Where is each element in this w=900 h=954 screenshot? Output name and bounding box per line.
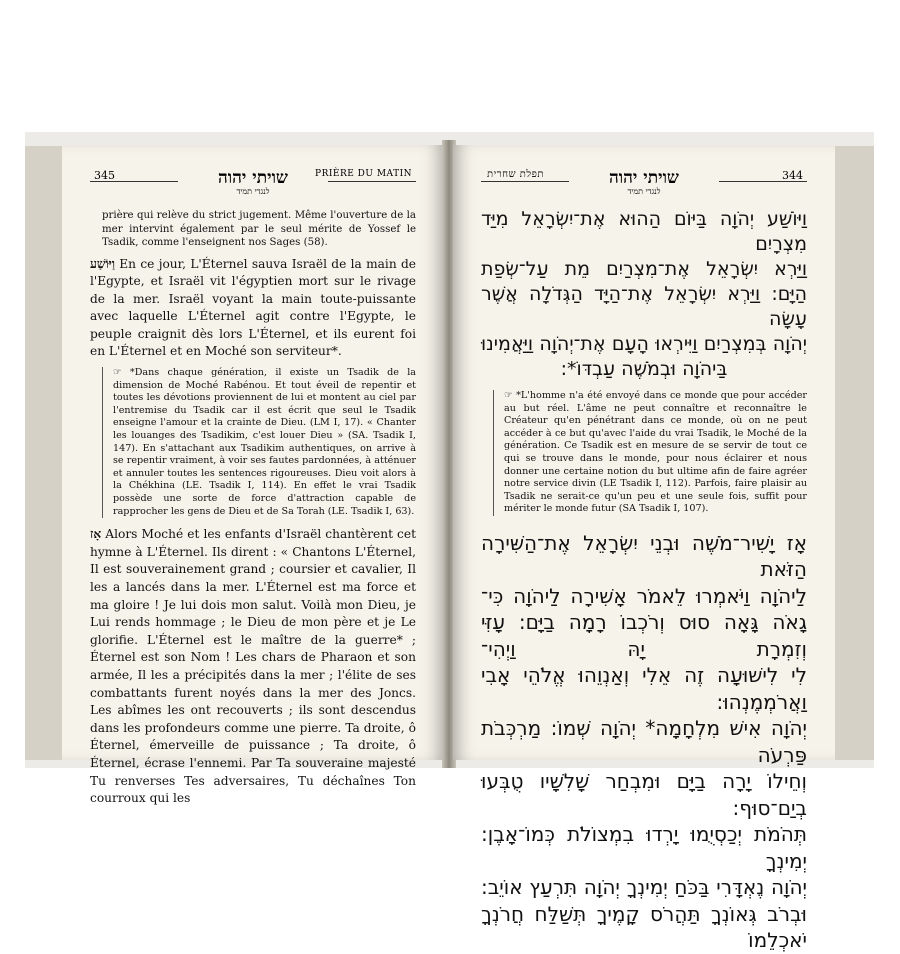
page-number: 345 xyxy=(94,169,115,182)
header-brand-sub: לנגדי תמיד xyxy=(627,187,661,196)
paragraph-1-lead: וַיּוֹשַׁע xyxy=(90,256,115,271)
header-brand: שויתי יהוה xyxy=(218,168,288,188)
paragraph-2-lead: אָז xyxy=(90,527,102,542)
running-title: PRIÈRE DU MATIN xyxy=(315,169,412,179)
hebrew-line: וַיַּרְא יִשְׂרָאֵל אֶת־מִצְרַיִם מֵת עַל־שְׂפַת xyxy=(481,258,807,280)
left-page-header xyxy=(90,163,416,196)
paragraph-1-text: En ce jour, L'Éternel sauva Israël de la main de l'Egypte, et Israël vit l'égyptien mort sur le rivage de la mer. Israël voyant la main toute-puissante avec laquelle L'Éternel agit contre l'Egypte, le peuple craignit dès lors L'Éternel, et ils eurent foi en L'Éternel et en Moché son serviteur*. xyxy=(90,256,416,359)
hebrew-line: יְהֹוָה נֶאְדָּרִי בַּכֹּחַ יְמִינְךָ יְהֹוָה תִּרְעַץ אוֹיֵב: xyxy=(481,875,807,900)
hebrew-line: יְהֹוָה אִישׁ מִלְחָמָה* יְהֹוָה שְׁמוֹ: מַרְכְּבֹת פַּרְעֹה xyxy=(481,716,807,767)
hebrew-line: הַיָּם: וַיַּרְא יִשְׂרָאֵל אֶת־הַיָּד הַגְּדֹלָה אֲשֶׁר עָשָׂה xyxy=(481,283,807,330)
hebrew-line: וּבְרֹב גְּאוֹנְךָ תַּהֲרֹס קָמֶיךָ תְּשַׁלַּח חֲרֹנְךָ יֹאכְלֵמוֹ xyxy=(481,901,807,953)
hebrew-block-1 xyxy=(481,207,807,382)
left-page-text xyxy=(90,209,416,808)
hebrew-line: לַיהֹוָה וַיֹּאמְרוּ לֵאמֹר אָשִׁירָה לַיהֹוָה כִּי־ xyxy=(481,583,807,608)
hebrew-line: וַיּוֹשַׁע יְהֹוָה בַּיּוֹם הַהוּא אֶת־יִשְׂרָאֵל מִיַּד מִצְרָיִם xyxy=(481,208,807,255)
hebrew-line: אָז יָשִׁיר־מֹשֶׁה וּבְנֵי יִשְׂרָאֵל אֶת־הַשִּׁירָה הַזֹּאת xyxy=(481,530,807,582)
page-edge-right xyxy=(832,140,874,768)
hebrew-block-2 xyxy=(481,530,807,954)
paragraph-2 xyxy=(90,526,416,808)
hebrew-line: תְּהֹמֹת יְכַסְיֻמוּ יָרְדוּ בִמְצוֹלֹת כְּמוֹ־אָבֶן: יְמִינְךָ xyxy=(481,822,807,873)
header-ornament xyxy=(178,169,328,199)
paragraph-1 xyxy=(90,256,416,362)
right-page-text xyxy=(481,207,807,954)
header-ornament xyxy=(569,169,719,199)
paragraph-2-text: Alors Moché et les enfants d'Israël chantèrent cet hymne à L'Éternel. Ils dirent : « Chantons L'Éternel, Il est souverainement grand ; coursier et cavalier, Il les a lancés dans la mer. L'Éternel est ma force et ma gloire ! Je lui dois mon salut. Voilà mon Dieu, je Lui rends hommage ; le Dieu de mon père et je Le glorifie. L'Éternel est le maître de la guerre* ; Éternel est son Nom ! Les chars de Pharaon et son armée, Il les a précipités dans la mer ; l'élite de ses combattants furent noyés dans la mer des Joncs. Les abîmes les ont recouverts ; ils sont descendus dans les profondeurs comme une pierre. Ta droite, ô Éternel, émerveille de puissance ; Ta droite, ô Éternel, écrase l'ennemi. Par Ta souveraine majesté Tu renverses Tes adversaires, Tu déchaînes Ton courroux qui les xyxy=(90,527,416,806)
right-page xyxy=(453,145,835,953)
running-title: תפלת שחרית xyxy=(487,169,544,180)
hebrew-line: וְחֵילוֹ יָרָה בַיָּם וּמִבְחַר שָׁלִשָׁיו טֻבְּעוּ בְיַם־סוּף: xyxy=(481,769,807,820)
header-brand-sub: לנגדי תמיד xyxy=(236,187,270,196)
note-top: prière qui relève du strict jugement. Même l'ouverture de la mer intervint également par le seul mérite de Yossef le Tsadik, comme l'enseignent nos Sages (58). xyxy=(102,210,416,248)
hebrew-line: לִי לִישׁוּעָה זֶה אֵלִי וְאַנְוֵהוּ אֱלֹהֵי אָבִי וַאֲרֹמְמֶנְהוּ: xyxy=(481,663,807,714)
left-page xyxy=(62,145,444,806)
hebrew-line: יְהֹוָה בְּמִצְרַיִם וַיִּירְאוּ הָעָם אֶת־יְהֹוָה וַיַּאֲמִינוּ xyxy=(481,333,807,355)
commentary-box: ☞ *Dans chaque génération, il existe un Tsadik de la dimension de Moché Rabénou. Et tout éveil de repentir et toutes les dévotions proviennent de lui et montent au ciel par l'entremise du Tsadik car il est écrit que seul le Tsadik enseigne l'amour et la crainte de Dieu. (LM I, 17). « Chanter les louanges des Tsadikim, c'est louer Dieu » (SA. Tsadik I, 147). En s'attachant aux Tsadikim authentiques, on arrive à se repentir vraiment, à voir ses fautes pardonnées, à atténuer et annuler toutes les sentences rigoureuses. Dieu voit alors à la Chékhina (LE. Tsadik I, 114). En effet le vrai Tsadik possède une sorte de force d'attraction capable de rapprocher les gens de Dieu et de Sa Torah (LE. Tsadik I, 63). xyxy=(102,367,416,518)
hebrew-line: בַּיהֹוָה וּבְמֹשֶׁה עַבְדּוֹ*: xyxy=(560,358,728,380)
page-edge-left xyxy=(25,140,65,768)
hebrew-line: גָאֹה גָּאָה סוּס וְרֹכְבוֹ רָמָה בַיָּם: עָזִּי וְזִמְרָת יָהּ וַיְהִי־ xyxy=(481,610,807,661)
right-page-header xyxy=(481,163,807,196)
commentary-box: ☞ *L'homme n'a été envoyé dans ce monde que pour accéder au but réel. L'âme ne peut connaître et reconnaître le Créateur qu'en pénétrant dans ce monde, où on ne peut accéder à ce but qu'avec l'aide du vrai Tsadik, le Moché de la génération. Ce Tsadik est en mesure de se servir de tout ce qui se trouve dans le monde, pour nous éclairer et nous donner une certaine notion du but ultime afin de faire agréer notre service divin (LE Tsadik I, 112). Parfois, faire plaisir au Tsadik ne serait-ce qu'un peu et une seule fois, suffit pour mériter le monde futur (SA Tsadik I, 107). xyxy=(493,390,807,516)
header-brand: שויתי יהוה xyxy=(609,168,679,188)
page-number: 344 xyxy=(782,169,803,182)
